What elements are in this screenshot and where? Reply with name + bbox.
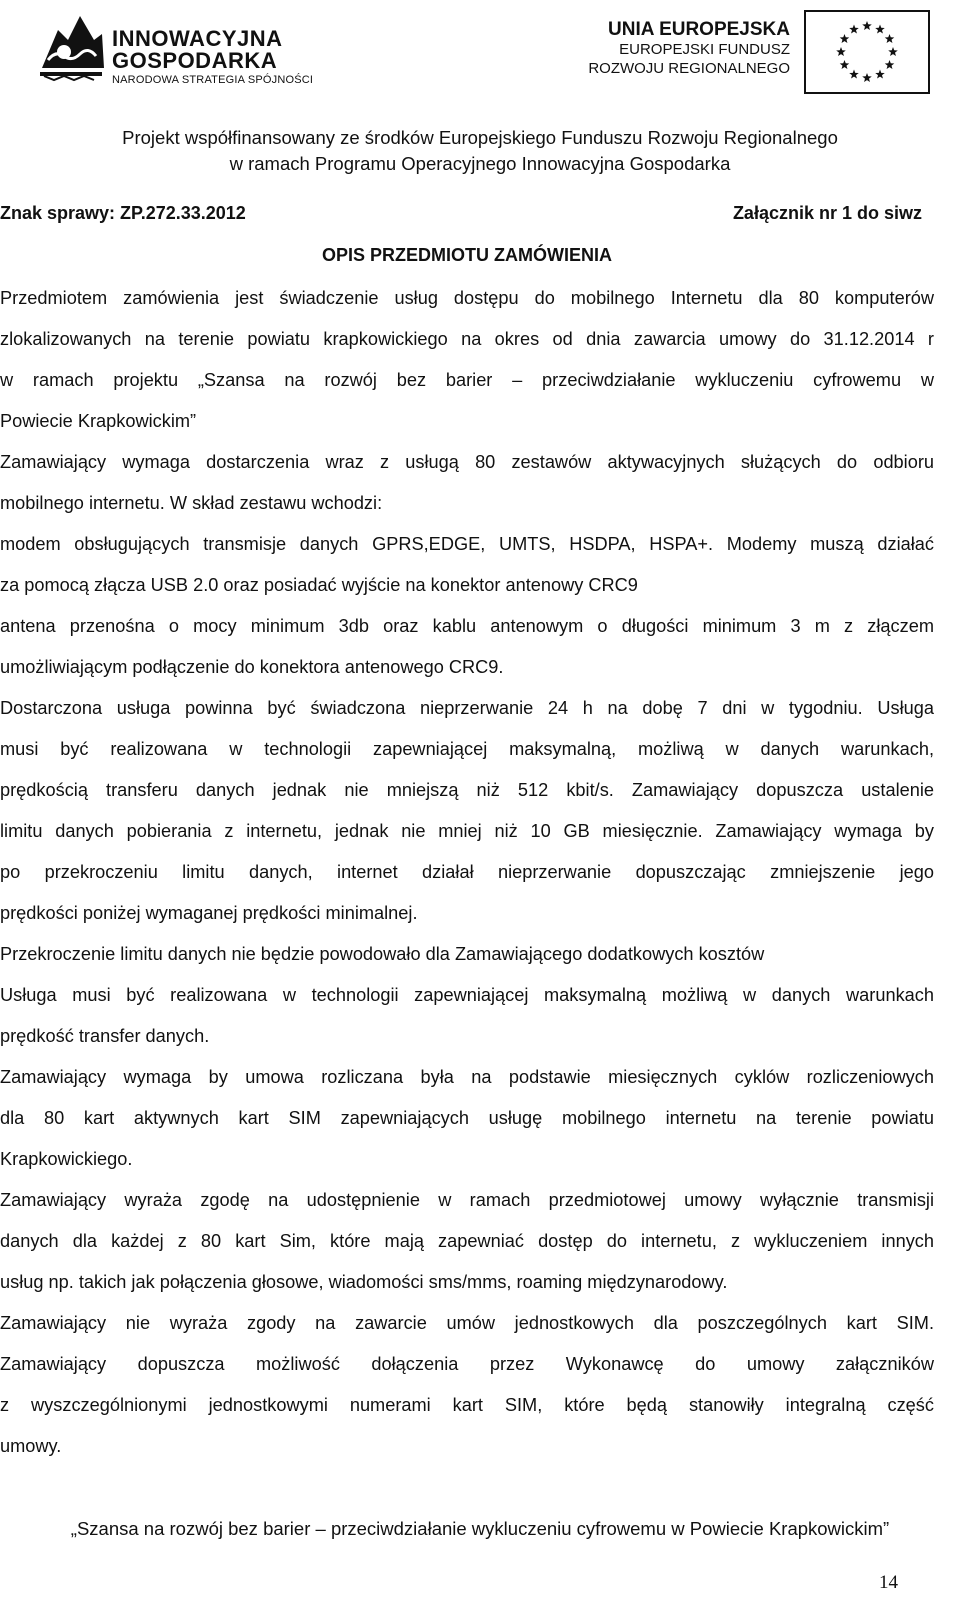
case-reference: Znak sprawy: ZP.272.33.2012 — [0, 203, 246, 223]
logo-line-3: NARODOWA STRATEGIA SPÓJNOŚCI — [112, 74, 314, 86]
body-line: usług np. takich jak połączenia głosowe, wiadomości sms/mms, roaming międzynarodowy. — [0, 1272, 728, 1292]
footer-project-name: „Szansa na rozwój bez barier – przeciwdziałanie wykluczeniu cyfrowemu w Powiecie Krapkowickim” — [70, 1518, 890, 1539]
eu-logo-text — [588, 20, 790, 78]
body-line: prędkością transferu danych jednak nie mniejszą niż 512 kbit/s. Zamawiający dopuszcza ustalenie — [0, 780, 934, 800]
eu-flag-icon — [804, 10, 930, 94]
body-line: Zamawiający wymaga dostarczenia wraz z usługą 80 zestawów aktywacyjnych służących do odbioru — [0, 452, 934, 472]
body-line: mobilnego internetu. W skład zestawu wchodzi: — [0, 493, 383, 513]
eu-logo-line-3: ROZWOJU REGIONALNEGO — [588, 60, 790, 77]
body-line: Przedmiotem zamówienia jest świadczenie usług dostępu do mobilnego Internetu dla 80 komputerów — [0, 288, 934, 308]
body-line: Krapkowickiego. — [0, 1149, 133, 1169]
body-line: dla 80 kart aktywnych kart SIM zapewniających usługę mobilnego internetu na terenie powiatu — [0, 1108, 934, 1128]
body-line: Przekroczenie limitu danych nie będzie powodowało dla Zamawiającego dodatkowych kosztów — [0, 944, 765, 964]
innowacyjna-gospodarka-logo-icon — [34, 10, 108, 82]
body-line: po przekroczeniu limitu danych, internet działał nieprzerwanie dopuszczając zmniejszenie jego — [0, 862, 934, 882]
body-line: prędkości poniżej wymaganej prędkości minimalnej. — [0, 903, 418, 923]
body-line: prędkość transfer danych. — [0, 1026, 210, 1046]
body-line: za pomocą złącza USB 2.0 oraz posiadać wyjście na konektor antenowy CRC9 — [0, 575, 638, 595]
eu-logo — [560, 6, 930, 90]
logo-line-2: GOSPODARKA — [112, 48, 278, 73]
body-line: musi być realizowana w technologii zapewniającej maksymalną, możliwą w danych warunkach, — [0, 739, 934, 759]
page-number: 14 — [879, 1572, 898, 1593]
body-line: zlokalizowanych na terenie powiatu krapkowickiego na okres od dnia zawarcia umowy do 31.12.2014 r — [0, 329, 934, 349]
body-line: danych dla każdej z 80 kart Sim, które mają zapewniać dostęp do internetu, z wykluczeniem innych — [0, 1231, 934, 1251]
body-line: w ramach projektu „Szansa na rozwój bez barier – przeciwdziałanie wykluczeniu cyfrowemu w — [0, 370, 934, 390]
body-line: umowy. — [0, 1436, 62, 1456]
body-line: modem obsługujących transmisje danych GPRS,EDGE, UMTS, HSDPA, HSPA+. Modemy muszą działać — [0, 534, 934, 554]
project-line-2: w ramach Programu Operacyjnego Innowacyjna Gospodarka — [229, 153, 731, 174]
innowacyjna-gospodarka-logo — [34, 10, 314, 86]
body-line: Zamawiający nie wyraża zgody na zawarcie umów jednostkowych dla poszczególnych kart SIM. — [0, 1313, 934, 1333]
logo-line-1: INNOWACYJNA — [112, 26, 283, 51]
body-line: Zamawiający wymaga by umowa rozliczana była na podstawie miesięcznych cyklów rozliczeniowych — [0, 1067, 934, 1087]
project-line-1: Projekt współfinansowany ze środków Europejskiego Funduszu Rozwoju Regionalnego — [122, 127, 838, 148]
body-line: umożliwiającym podłączenie do konektora antenowego CRC9. — [0, 657, 504, 677]
body-line: Zamawiający dopuszcza możliwość dołączenia przez Wykonawcę do umowy załączników — [0, 1354, 934, 1374]
document-title: OPIS PRZEDMIOTU ZAMÓWIENIA — [322, 245, 612, 265]
body-line: antena przenośna o mocy minimum 3db oraz kablu antenowym o długości minimum 3 m z złączem — [0, 616, 934, 636]
annex-label: Załącznik nr 1 do siwz — [732, 203, 922, 223]
body-line: limitu danych pobierania z internetu, jednak nie mniej niż 10 GB miesięcznie. Zamawiający wymaga by — [0, 821, 934, 841]
eu-logo-line-1: UNIA EUROPEJSKA — [608, 19, 790, 40]
body-line: Dostarczona usługa powinna być świadczona nieprzerwanie 24 h na dobę 7 dni w tygodniu. Usługa — [0, 698, 934, 718]
body-line: Usługa musi być realizowana w technologii zapewniającej maksymalną możliwą w danych warunkach — [0, 985, 934, 1005]
body-line: Zamawiający wyraża zgodę na udostępnienie w ramach przedmiotowej umowy wyłącznie transmisji — [0, 1190, 934, 1210]
body-line: Powiecie Krapkowickim” — [0, 411, 197, 431]
eu-logo-line-2: EUROPEJSKI FUNDUSZ — [619, 41, 790, 58]
body-line: z wyszczególnionymi jednostkowymi numerami kart SIM, które będą stanowiły integralną część — [0, 1395, 934, 1415]
